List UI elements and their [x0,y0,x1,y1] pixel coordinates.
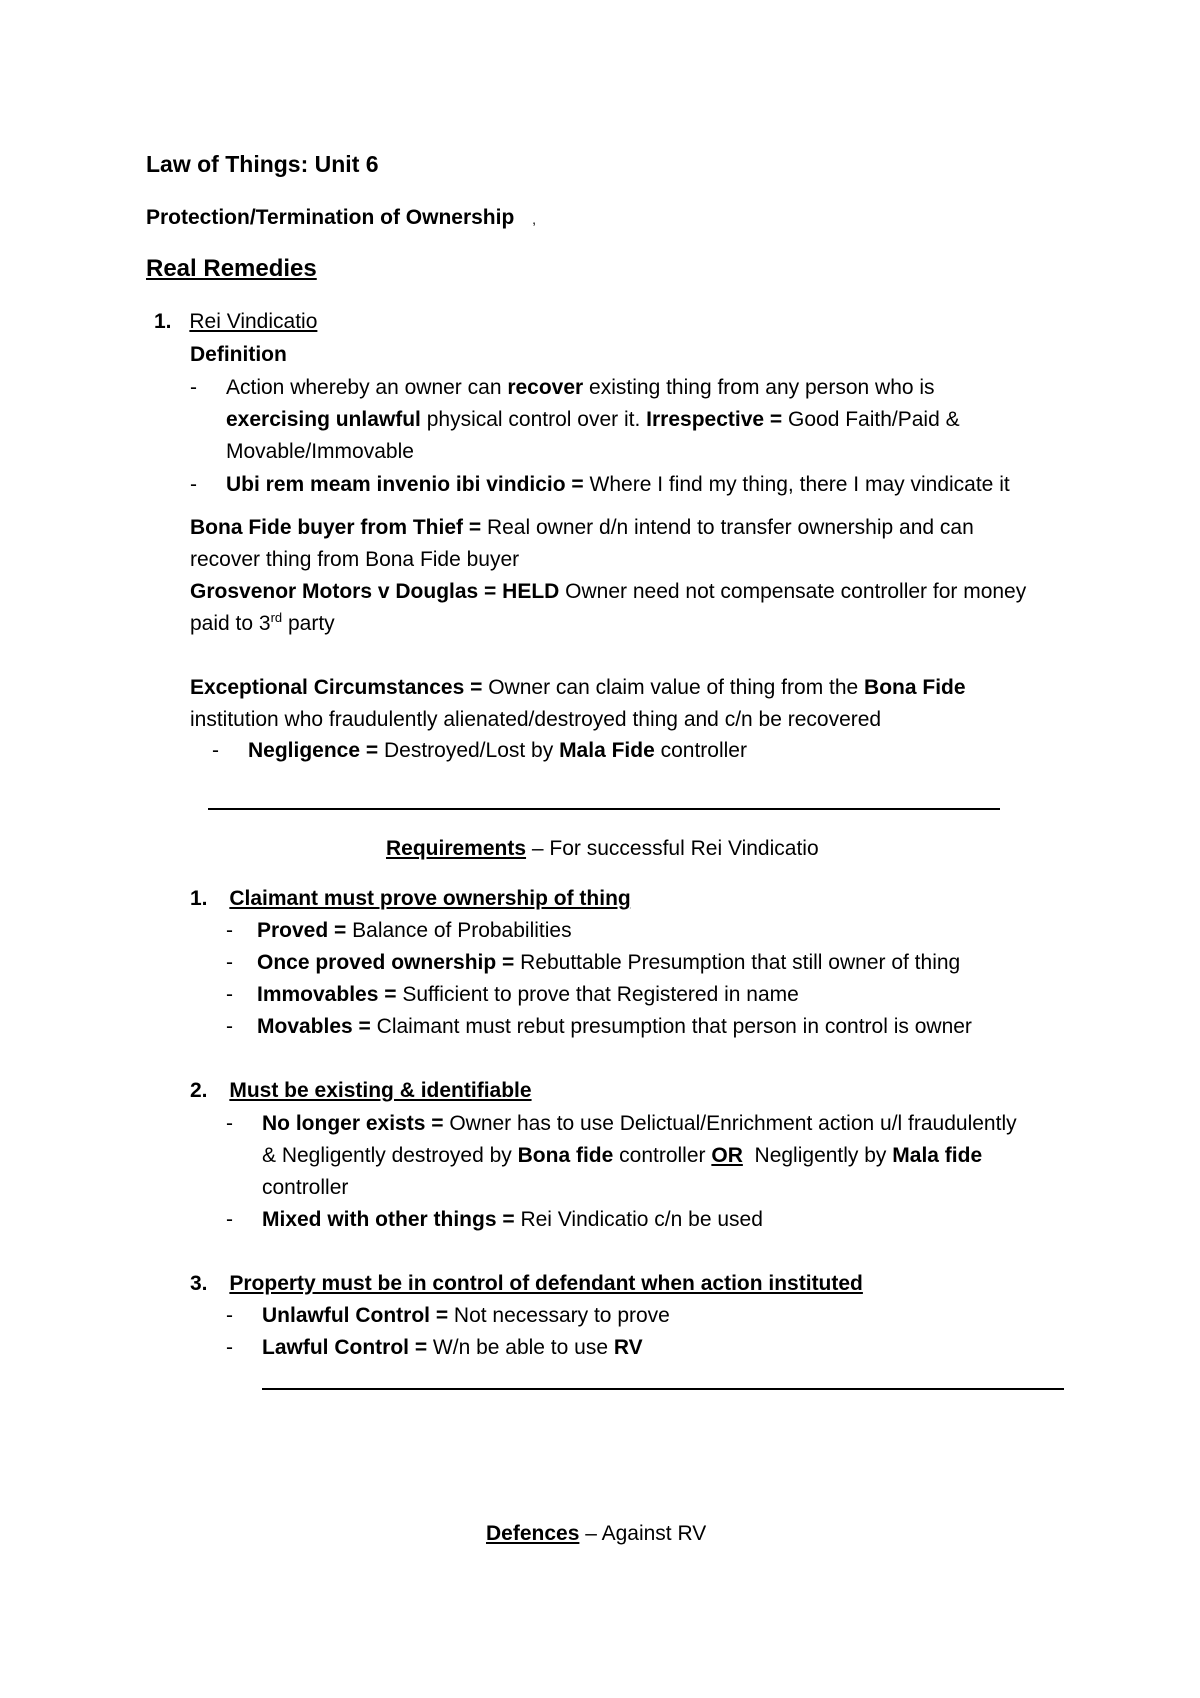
req-1-bullet-4: - Movables = Claimant must rebut presumption that person in control is owner [226,1015,972,1038]
bona-fide-line-2: recover thing from Bona Fide buyer [190,548,520,571]
grosvenor-line-2: paid to 3rd party [190,610,335,635]
req-1-bullet-2: - Once proved ownership = Rebuttable Presumption that still owner of thing [226,951,961,974]
req-3-bullet-1: Unlawful Control = Not necessary to prove [262,1304,670,1327]
rv-bullet-1-dash: - [190,376,197,399]
rv-bullet-2: Ubi rem meam invenio ibi vindicio = Where I find my thing, there I may vindicate it [226,473,1010,496]
rv-heading-row [154,311,317,332]
req-2-bullet-2-dash: - [226,1208,233,1231]
page-title: Law of Things: Unit 6 [146,151,379,177]
req-3-heading-row: 3. Property must be in control of defendant when action instituted [190,1272,863,1295]
horizontal-divider-1 [208,808,1000,810]
req-1-bullet-1: - Proved = Balance of Probabilities [226,919,572,942]
req-2-bullet-1-dash: - [226,1112,233,1135]
negligence-bullet: Negligence = Destroyed/Lost by Mala Fide controller [248,739,747,762]
req-3-bullet-2-dash: - [226,1336,233,1359]
req-2-bullet-1-line-2: & Negligently destroyed by Bona fide controller OR Negligently by Mala fide [262,1144,983,1167]
negligence-dash: - [212,739,219,762]
definition-label: Definition [190,343,287,366]
section-heading-real-remedies: Real Remedies [146,255,317,282]
requirements-heading: Requirements – For successful Rei Vindicatio [386,837,819,860]
subtitle-mark: , [532,211,537,227]
req-2-bullet-1-line-1: No longer exists = Owner has to use Delictual/Enrichment action u/l fraudulently [262,1112,1017,1135]
req-1-heading-row: 1. Claimant must prove ownership of thing [190,887,631,910]
exceptional-line-1: Exceptional Circumstances = Owner can claim value of thing from the Bona Fide [190,676,966,699]
rv-heading: Rei Vindicatio [189,310,318,333]
rv-bullet-1-line-1: Action whereby an owner can recover existing thing from any person who is [226,376,935,399]
defences-heading: Defences – Against RV [486,1522,707,1545]
rv-bullet-1-line-2: exercising unlawful physical control over it. Irrespective = Good Faith/Paid & [226,408,960,431]
req-1-bullet-3: - Immovables = Sufficient to prove that Registered in name [226,983,799,1006]
subtitle-text: Protection/Termination of Ownership [146,206,515,229]
grosvenor-line-1: Grosvenor Motors v Douglas = HELD Owner need not compensate controller for money [190,580,1027,603]
req-2-bullet-2: Mixed with other things = Rei Vindicatio c/n be used [262,1208,763,1231]
req-2-bullet-1-line-3: controller [262,1176,349,1199]
req-3-bullet-2: Lawful Control = W/n be able to use RV [262,1336,643,1359]
page-subtitle [146,207,536,228]
rv-number: 1. [154,310,172,333]
req-2-heading-row: 2. Must be existing & identifiable [190,1079,532,1102]
bona-fide-line-1: Bona Fide buyer from Thief = Real owner d/n intend to transfer ownership and can [190,516,974,539]
exceptional-line-2: institution who fraudulently alienated/destroyed thing and c/n be recovered [190,708,882,731]
rv-bullet-2-dash: - [190,473,197,496]
rv-bullet-1-line-3: Movable/Immovable [226,440,414,463]
req-3-bullet-1-dash: - [226,1304,233,1327]
horizontal-divider-2 [262,1388,1064,1390]
